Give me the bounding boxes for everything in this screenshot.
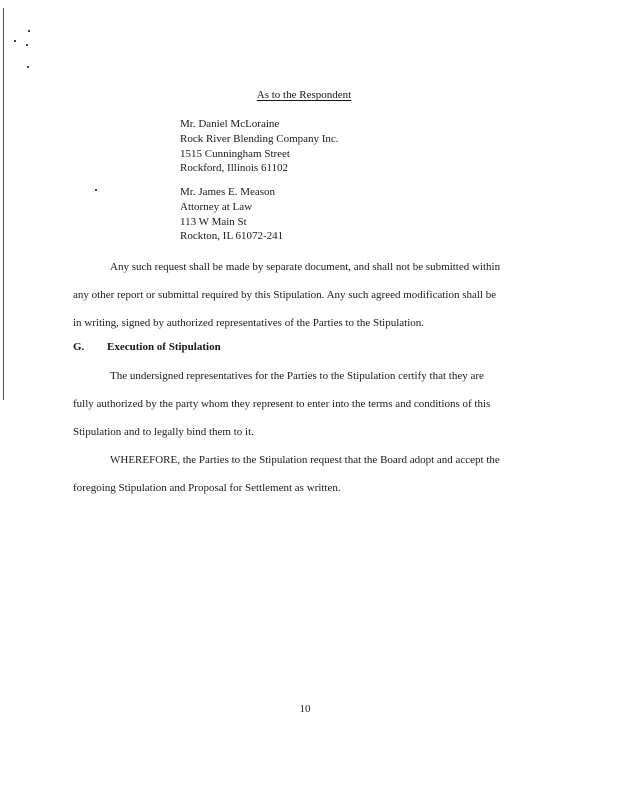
attorney-address-block (180, 185, 283, 244)
scan-speck (26, 44, 28, 46)
address-line: 113 W Main St (180, 215, 247, 228)
paragraph-line: Stipulation and to legally bind them to it. (73, 426, 254, 438)
scan-speck (27, 66, 29, 68)
section-letter: G. (73, 341, 85, 353)
paragraph-line: fully authorized by the party whom they represent to enter into the terms and conditions of this (73, 398, 491, 410)
scan-speck (95, 189, 97, 191)
execution-paragraph (73, 362, 543, 446)
request-paragraph (73, 253, 543, 337)
scan-edge-line (3, 8, 4, 400)
paragraph-line: in writing, signed by authorized representatives of the Parties to the Stipulation. (73, 317, 425, 329)
page-number-text: 10 (299, 703, 311, 715)
paragraph-line: Any such request shall be made by separate document, and shall not be submitted within (110, 261, 501, 273)
paragraph-line: foregoing Stipulation and Proposal for Settlement as written. (73, 482, 341, 494)
address-line: 1515 Cunningham Street (180, 147, 290, 160)
respondent-heading-text: As to the Respondent (256, 89, 352, 101)
address-line: Mr. Daniel McLoraine (180, 118, 280, 130)
paragraph-line: WHEREFORE, the Parties to the Stipulation request that the Board adopt and accept the (110, 454, 500, 466)
address-line: Mr. James E. Meason (180, 186, 276, 198)
scan-speck (14, 40, 16, 42)
section-heading (73, 341, 221, 353)
address-line: Rockton, IL 61072-241 (180, 230, 284, 243)
scan-speck (28, 30, 30, 32)
paragraph-line: The undersigned representatives for the Parties to the Stipulation certify that they are (110, 370, 484, 382)
address-line: Attorney at Law (180, 200, 253, 213)
respondent-address-block (180, 117, 339, 176)
address-line: Rock River Blending Company Inc. (180, 132, 339, 145)
wherefore-paragraph (73, 446, 543, 502)
respondent-heading (0, 89, 620, 101)
address-line: Rockford, Illinois 61102 (180, 162, 289, 175)
section-title: Execution of Stipulation (107, 341, 221, 353)
paragraph-line: any other report or submittal required by this Stipulation. Any such agreed modification shall be (73, 289, 497, 301)
page-number (0, 703, 620, 715)
